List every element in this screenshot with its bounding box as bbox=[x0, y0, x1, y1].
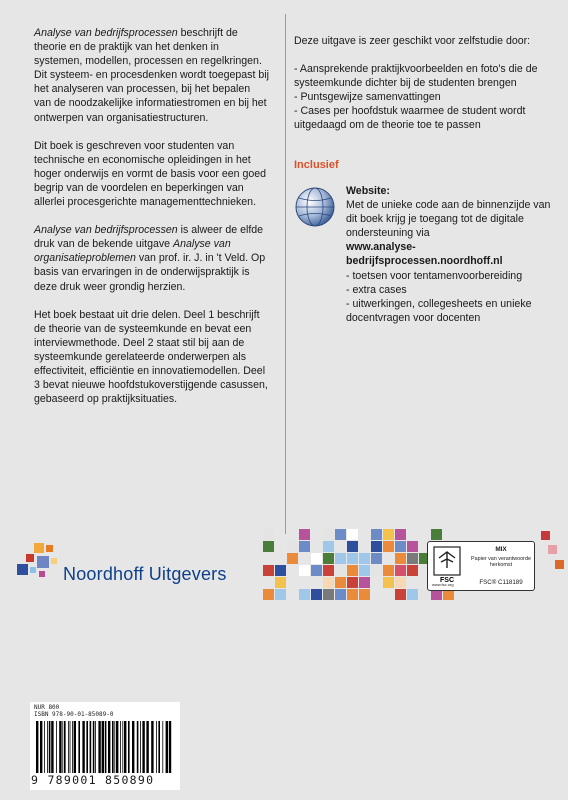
mosaic-tile bbox=[395, 529, 406, 540]
edition-text-1: is alweer de elfde druk van de bekende uitgave bbox=[34, 224, 264, 251]
barcode-bar bbox=[44, 721, 45, 773]
mosaic-tile bbox=[323, 589, 334, 600]
barcode-bar bbox=[78, 721, 80, 773]
mosaic-tile bbox=[335, 577, 346, 588]
paragraph-audience: Dit boek is geschreven voor studenten van technische en economische opleidingen in het hoger onderwijs en vormt de basis voor een goed begrip van de voordelen en beperkingen van allerlei procesgerichte managementtechnieken. bbox=[34, 139, 267, 209]
mosaic-tile bbox=[263, 565, 274, 576]
mosaic-tile bbox=[371, 529, 382, 540]
barcode-bar bbox=[90, 721, 92, 773]
paragraph-structure: Het boek bestaat uit drie delen. Deel 1 beschrijft de theorie van de systeemkunde en bevat een interviewmethode. Deel 2 staat stil bij aan de systeemkunde gerelateerde onderwerpen als effectiviteit, efficiëntie en innovatiemodellen. Deel 3 bevat nieuwe hoofdstukoverstijgende casussen, gebaseerd op praktijksituaties. bbox=[34, 308, 268, 406]
barcode-bar bbox=[64, 721, 66, 773]
fsc-mix-label: MIX bbox=[495, 546, 507, 553]
publisher-name: Noordhoff Uitgevers bbox=[63, 564, 227, 584]
isbn-code: ISBN 978-90-01-85089-0 bbox=[34, 711, 114, 718]
barcode-bar bbox=[108, 721, 110, 773]
mosaic-tile bbox=[347, 565, 358, 576]
mosaic-tile bbox=[371, 541, 382, 552]
decorative-square bbox=[541, 531, 550, 540]
mosaic-tile bbox=[431, 529, 442, 540]
inclusief-heading: Inclusief bbox=[294, 159, 339, 171]
description-column bbox=[34, 26, 270, 420]
barcode-bar bbox=[72, 721, 73, 773]
barcode-bar bbox=[158, 721, 160, 773]
barcode-bar bbox=[132, 721, 134, 773]
book-title-2: Analyse van bedrijfsprocessen bbox=[34, 224, 178, 237]
website-item: - extra cases bbox=[346, 283, 407, 296]
website-item: - toetsen voor tentamenvoorbereiding bbox=[346, 269, 523, 282]
barcode-bar bbox=[98, 721, 100, 773]
mosaic-tile bbox=[311, 553, 322, 564]
decorative-square bbox=[548, 545, 557, 554]
edition-text-2: van prof. ir. J. in 't Veld. Op basis van ervaringen in de onderwijspraktijk is deze druk weer grondig herzien. bbox=[34, 252, 266, 293]
barcode-bar bbox=[62, 721, 63, 773]
fsc-code: FSC® C118189 bbox=[479, 579, 523, 586]
mosaic-tile bbox=[323, 553, 334, 564]
barcode-bar bbox=[95, 721, 96, 773]
barcode-bar bbox=[40, 721, 42, 773]
mosaic-tile bbox=[275, 589, 286, 600]
globe-icon bbox=[294, 186, 336, 228]
website-block bbox=[346, 184, 551, 325]
barcode-bar bbox=[86, 721, 88, 773]
barcode-bar bbox=[102, 721, 104, 773]
barcode-bar bbox=[70, 721, 71, 773]
barcode-bar bbox=[59, 721, 61, 773]
barcode-bar bbox=[140, 721, 141, 773]
website-text: Met de unieke code aan de binnenzijde van dit boek krijg je toegang tot de digitale ondersteuning via bbox=[346, 199, 551, 240]
mosaic-tile bbox=[299, 529, 310, 540]
mosaic-tile bbox=[407, 589, 418, 600]
barcode-bar bbox=[162, 721, 163, 773]
mosaic-tile bbox=[359, 565, 370, 576]
barcode-bar bbox=[56, 721, 57, 773]
mosaic-tile bbox=[359, 589, 370, 600]
mosaic-tile bbox=[299, 541, 310, 552]
website-list bbox=[346, 269, 551, 325]
barcode-bar bbox=[51, 721, 53, 773]
mosaic-tile bbox=[359, 553, 370, 564]
barcode-bar bbox=[151, 721, 153, 773]
svg-text:FSC: FSC bbox=[440, 577, 454, 584]
mosaic-tile bbox=[323, 529, 334, 540]
mosaic-tile bbox=[347, 541, 358, 552]
paragraph-edition bbox=[34, 223, 270, 293]
mosaic-tile bbox=[347, 553, 358, 564]
website-url[interactable]: www.analyse-bedrijfsprocessen.noordhoff.nl bbox=[346, 241, 503, 268]
mosaic-tile bbox=[383, 565, 394, 576]
barcode-bar bbox=[93, 721, 95, 773]
barcode-bar bbox=[68, 721, 69, 773]
features-list bbox=[294, 62, 544, 132]
mosaic-tile bbox=[263, 589, 274, 600]
features-column bbox=[294, 34, 544, 133]
book-title: Analyse van bedrijfsprocessen bbox=[34, 27, 178, 39]
fsc-subtitle: Papier van verantwoorde herkomst bbox=[471, 556, 531, 569]
barcode-bar bbox=[82, 721, 84, 773]
fsc-tree-icon bbox=[433, 546, 461, 586]
barcode-bar bbox=[128, 721, 130, 773]
intro-text: beschrijft de theorie en de praktijk van het denken in systemen, modellen, processen en regelkringen. Dit systeem- en procesdenken wordt toegepast bij het analyseren van processen, bij het bepalen van de noodzakelijke informatiestromen en bij het ontwerpen van organisatiestructuren. bbox=[34, 27, 269, 124]
mosaic-tile bbox=[383, 529, 394, 540]
barcode-icon bbox=[34, 721, 174, 773]
barcode-bar bbox=[120, 721, 121, 773]
nur-isbn-label bbox=[34, 704, 113, 718]
feature-item: - Cases per hoofdstuk waarmee de student wordt uitgedaagd om de theorie toe te passen bbox=[294, 105, 526, 132]
barcode-bar bbox=[116, 721, 118, 773]
mosaic-tile bbox=[311, 589, 322, 600]
mosaic-tile bbox=[335, 565, 346, 576]
features-intro: Deze uitgave is zeer geschikt voor zelfstudie door: bbox=[294, 35, 531, 47]
barcode-bar bbox=[114, 721, 115, 773]
mosaic-tile bbox=[395, 577, 406, 588]
barcode-bar bbox=[166, 721, 168, 773]
barcode-bar bbox=[142, 721, 144, 773]
mosaic-tile bbox=[359, 577, 370, 588]
barcode-bar bbox=[105, 721, 107, 773]
barcode-bar bbox=[74, 721, 76, 773]
mosaic-tile bbox=[395, 553, 406, 564]
mosaic-tile bbox=[299, 565, 310, 576]
barcode-bar bbox=[112, 721, 114, 773]
mosaic-tile bbox=[383, 577, 394, 588]
mosaic-tile bbox=[371, 565, 382, 576]
mosaic-tile bbox=[263, 529, 274, 540]
mosaic-tile bbox=[407, 553, 418, 564]
barcode-bar bbox=[124, 721, 126, 773]
mosaic-tile bbox=[323, 577, 334, 588]
mosaic-tile bbox=[347, 589, 358, 600]
mosaic-tile bbox=[263, 541, 274, 552]
barcode-bar bbox=[122, 721, 123, 773]
mosaic-tile bbox=[275, 565, 286, 576]
mosaic-tile bbox=[407, 541, 418, 552]
mosaic-tile bbox=[335, 589, 346, 600]
mosaic-tile bbox=[299, 589, 310, 600]
mosaic-tile bbox=[287, 553, 298, 564]
mosaic-tile bbox=[347, 577, 358, 588]
barcode-bar bbox=[146, 721, 148, 773]
feature-item: - Puntsgewijze samenvattingen bbox=[294, 91, 441, 104]
barcode-bar bbox=[49, 721, 51, 773]
fsc-label bbox=[427, 541, 535, 591]
barcode-bar bbox=[137, 721, 139, 773]
mosaic-tile bbox=[275, 577, 286, 588]
mosaic-tile bbox=[395, 565, 406, 576]
paragraph-intro bbox=[34, 26, 270, 125]
mosaic-tile bbox=[287, 541, 298, 552]
mosaic-tile bbox=[383, 541, 394, 552]
mosaic-tile bbox=[323, 541, 334, 552]
decorative-square bbox=[555, 560, 564, 569]
noordhoff-logo-icon bbox=[14, 540, 62, 580]
mosaic-tile bbox=[335, 529, 346, 540]
mosaic-tile bbox=[311, 565, 322, 576]
barcode-bar bbox=[169, 721, 171, 773]
mosaic-tile bbox=[335, 553, 346, 564]
mosaic-tile bbox=[323, 565, 334, 576]
feature-item: - Aansprekende praktijkvoorbeelden en foto's die de systeemkunde dichter bij de studenten brengen bbox=[294, 63, 538, 90]
website-heading: Website: bbox=[346, 185, 390, 197]
original-title: Analyse van organisatieproblemen bbox=[34, 238, 231, 265]
nur-code: NUR 800 bbox=[34, 704, 60, 711]
mosaic-tile bbox=[395, 541, 406, 552]
mosaic-tile bbox=[347, 529, 358, 540]
fsc-website: www.fsc.org bbox=[432, 582, 454, 587]
barcode-bar bbox=[36, 721, 38, 773]
mosaic-tile bbox=[407, 565, 418, 576]
mosaic-tile bbox=[395, 589, 406, 600]
column-divider bbox=[285, 14, 286, 534]
barcode-number: 9 789001 850890 bbox=[31, 773, 155, 787]
website-item: - uitwerkingen, collegesheets en unieke docentvragen voor docenten bbox=[346, 297, 532, 324]
barcode-bar bbox=[156, 721, 157, 773]
barcode-bar bbox=[47, 721, 48, 773]
mosaic-tile bbox=[371, 553, 382, 564]
